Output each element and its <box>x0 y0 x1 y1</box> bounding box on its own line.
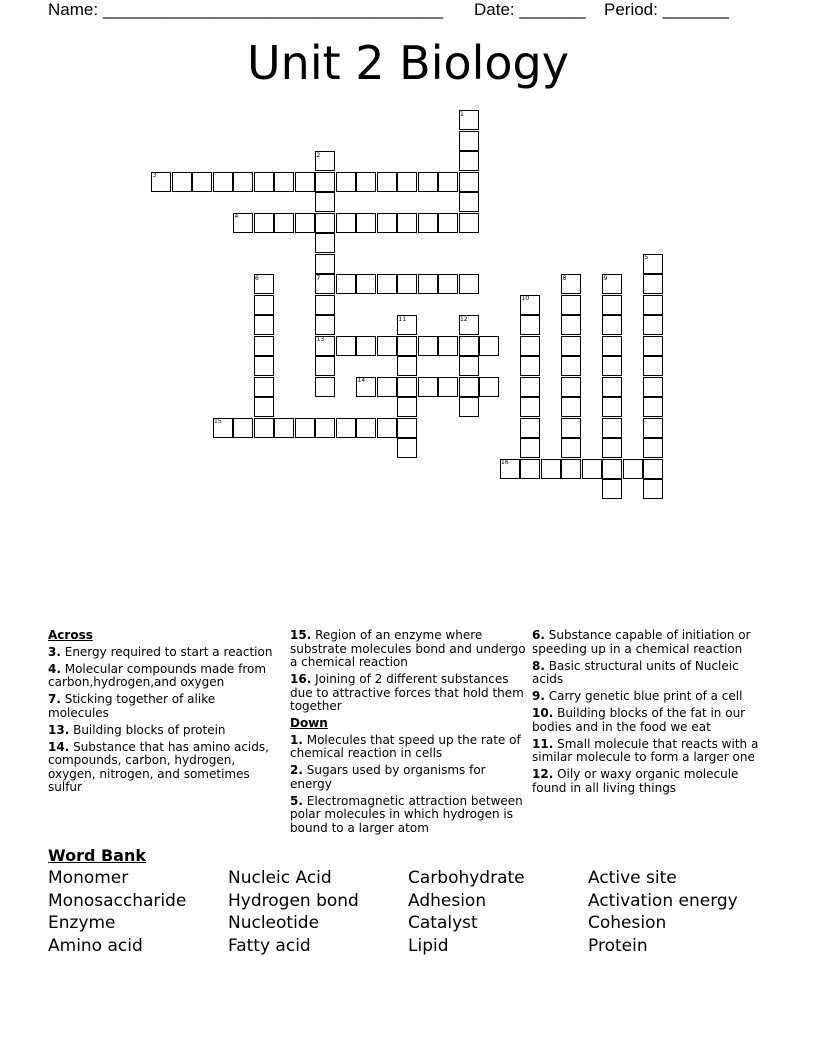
crossword-cell[interactable] <box>377 213 397 233</box>
clue-number-label: 2 <box>316 151 321 159</box>
crossword-cell[interactable] <box>397 172 417 192</box>
clue-number: 1. <box>290 732 303 747</box>
crossword-cell[interactable] <box>315 233 335 253</box>
clue-text: Substance that has amino acids, compounds, carbon, hydrogen, oxygen, nitrogen, and sometimes sulfur <box>48 739 269 794</box>
crossword-cell[interactable] <box>459 151 479 171</box>
crossword-cell[interactable] <box>397 274 417 294</box>
clue-number: 6. <box>532 628 545 642</box>
crossword-cell[interactable] <box>295 418 315 438</box>
crossword-cell[interactable] <box>274 213 294 233</box>
crossword-cell[interactable] <box>520 356 540 376</box>
crossword-cell[interactable] <box>438 377 458 397</box>
crossword-cell[interactable] <box>582 459 602 479</box>
clue-item <box>48 741 276 795</box>
clue-number: 2. <box>290 763 303 777</box>
crossword-cell[interactable] <box>418 377 438 397</box>
crossword-cell[interactable] <box>643 274 663 294</box>
crossword-cell[interactable] <box>643 397 663 417</box>
crossword-cell[interactable] <box>254 356 274 376</box>
period-field[interactable]: Period: _______ <box>604 0 729 19</box>
clue-number: 7. <box>48 692 61 706</box>
clue-number: 9. <box>532 689 545 703</box>
word-bank-item: Lipid <box>408 936 449 956</box>
clue-text: Energy required to start a reaction <box>60 644 273 659</box>
crossword-cell[interactable] <box>192 172 212 192</box>
clue-number-label: 10 <box>521 295 530 302</box>
crossword-cell[interactable] <box>561 315 581 335</box>
crossword-cell[interactable] <box>643 377 663 397</box>
clue-number-label: 8 <box>562 274 567 282</box>
crossword-cell[interactable] <box>459 172 479 192</box>
crossword-cell[interactable] <box>520 397 540 417</box>
clue-number-label: 14 <box>357 377 366 384</box>
clue-number: 11. <box>532 736 554 751</box>
crossword-cell[interactable] <box>295 213 315 233</box>
clue-number-label: 13 <box>316 336 325 343</box>
crossword-cell[interactable] <box>520 418 540 438</box>
clue-text: Molecules that speed up the rate of chemical reaction in cells <box>290 732 521 760</box>
crossword-cell[interactable] <box>561 418 581 438</box>
clue-number-label: 5 <box>644 254 649 261</box>
crossword-cell[interactable] <box>643 356 663 376</box>
clue-section-heading: Across <box>48 628 93 642</box>
crossword-cell[interactable] <box>602 295 622 315</box>
clue-number: 8. <box>532 658 545 673</box>
clue-number-label: 9 <box>603 274 608 282</box>
crossword-cell[interactable] <box>356 336 376 356</box>
clue-text: Building blocks of the fat in our bodies and in the food we eat <box>532 706 746 734</box>
crossword-cell[interactable] <box>315 213 335 233</box>
crossword-cell[interactable] <box>336 336 356 356</box>
crossword-cell[interactable] <box>602 418 622 438</box>
word-bank-item: Protein <box>588 936 648 956</box>
clue-number-label: 15 <box>214 418 222 425</box>
crossword-cell[interactable] <box>459 377 479 397</box>
crossword-cell[interactable] <box>315 172 335 192</box>
clue-item <box>532 690 760 704</box>
crossword-cell[interactable] <box>561 377 581 397</box>
crossword-cell[interactable] <box>397 213 417 233</box>
word-bank-item: Monomer <box>48 868 129 888</box>
crossword-cell[interactable] <box>377 172 397 192</box>
clue-number-label: 1 <box>460 110 464 118</box>
clue-text: Basic structural units of Nucleic acids <box>532 658 739 686</box>
crossword-cell[interactable] <box>643 418 663 438</box>
crossword-cell[interactable] <box>520 459 540 479</box>
crossword-cell[interactable] <box>377 336 397 356</box>
clue-item <box>290 795 526 836</box>
crossword-cell[interactable] <box>336 213 356 233</box>
crossword-cell[interactable] <box>315 295 335 315</box>
clue-text: Electromagnetic attraction between polar molecules in which hydrogen is bound to a larger atom <box>290 793 523 835</box>
crossword-cell[interactable] <box>459 131 479 151</box>
clue-text: Region of an enzyme where substrate molecules bond and undergo a chemical reaction <box>290 628 526 669</box>
crossword-cell[interactable] <box>602 356 622 376</box>
word-bank-item: Catalyst <box>408 913 478 933</box>
clue-item <box>48 693 276 720</box>
crossword-cell[interactable] <box>356 172 376 192</box>
crossword-cell[interactable] <box>397 397 417 417</box>
crossword-cell[interactable] <box>397 418 417 438</box>
crossword-cell[interactable] <box>459 356 479 376</box>
crossword-cell[interactable] <box>459 397 479 417</box>
crossword-cell[interactable] <box>254 397 274 417</box>
crossword-cell[interactable] <box>459 336 479 356</box>
crossword-cell[interactable] <box>418 336 438 356</box>
crossword-cell[interactable] <box>315 254 335 274</box>
clue-number: 3. <box>48 644 61 659</box>
crossword-cell[interactable] <box>623 459 643 479</box>
crossword-cell[interactable] <box>602 438 622 458</box>
crossword-cell[interactable] <box>315 418 335 438</box>
clue-text: Molecular compounds made from carbon,hydrogen,and oxygen <box>48 661 267 689</box>
crossword-cell[interactable] <box>254 377 274 397</box>
clue-number-label: 3 <box>152 172 157 179</box>
crossword-cell[interactable] <box>356 418 376 438</box>
crossword-cell[interactable] <box>254 213 274 233</box>
crossword-cell[interactable] <box>602 397 622 417</box>
clue-number-label: 11 <box>398 315 407 323</box>
clue-column-2 <box>290 629 526 839</box>
crossword-cell[interactable] <box>520 315 540 335</box>
crossword-cell[interactable] <box>315 192 335 212</box>
crossword-cell[interactable] <box>520 438 540 458</box>
word-bank-item: Enzyme <box>48 913 116 933</box>
crossword-cell[interactable] <box>254 315 274 335</box>
clue-item <box>48 646 276 660</box>
crossword-cell[interactable] <box>295 172 315 192</box>
clue-item <box>532 660 760 687</box>
clue-number-label: 7 <box>316 274 321 282</box>
clue-text: Oily or waxy organic molecule found in all living things <box>532 767 739 795</box>
clue-item <box>532 768 760 795</box>
crossword-cell[interactable] <box>479 336 499 356</box>
crossword-cell[interactable] <box>459 192 479 212</box>
crossword-cell[interactable] <box>643 479 663 499</box>
word-bank-item: Hydrogen bond <box>228 891 359 911</box>
crossword-cell[interactable] <box>459 213 479 233</box>
word-bank-item: Amino acid <box>48 936 143 956</box>
clue-number-label: 12 <box>460 315 468 323</box>
crossword-cell[interactable] <box>418 213 438 233</box>
crossword-cell[interactable] <box>602 479 622 499</box>
clue-column-3 <box>532 629 760 799</box>
crossword-cell[interactable] <box>643 438 663 458</box>
crossword-cell[interactable] <box>315 315 335 335</box>
clue-item <box>290 673 526 714</box>
crossword-cell[interactable] <box>438 172 458 192</box>
crossword-cell[interactable] <box>336 418 356 438</box>
clue-text: Small molecule that reacts with a similar molecule to form a larger one <box>532 736 759 764</box>
crossword-cell[interactable] <box>541 459 561 479</box>
crossword-cell[interactable] <box>274 418 294 438</box>
clue-text: Sticking together of alike molecules <box>48 692 216 720</box>
clue-column-1 <box>48 629 276 798</box>
clue-number: 5. <box>290 793 303 808</box>
word-bank-item: Adhesion <box>408 891 487 911</box>
clue-text: Carry genetic blue print of a cell <box>544 689 743 703</box>
crossword-cell[interactable] <box>377 274 397 294</box>
clue-item <box>532 707 760 734</box>
crossword-cell[interactable] <box>397 356 417 376</box>
clue-item <box>532 738 760 765</box>
crossword-cell[interactable] <box>602 459 622 479</box>
crossword-cell[interactable] <box>377 377 397 397</box>
crossword-cell[interactable] <box>356 274 376 294</box>
clue-section-heading: Down <box>290 716 328 730</box>
clue-text: Sugars used by organisms for energy <box>290 763 486 791</box>
clue-item <box>290 764 526 791</box>
crossword-cell[interactable] <box>438 336 458 356</box>
crossword-cell[interactable] <box>561 356 581 376</box>
clue-text: Substance capable of initiation or speeding up in a chemical reaction <box>532 628 751 656</box>
clue-number: 15. <box>290 628 312 642</box>
crossword-cell[interactable] <box>254 172 274 192</box>
clue-item <box>290 734 526 761</box>
clue-number: 16. <box>290 672 312 686</box>
crossword-cell[interactable] <box>643 295 663 315</box>
crossword-cell[interactable] <box>561 459 581 479</box>
crossword-cell[interactable] <box>274 172 294 192</box>
word-bank-item: Cohesion <box>588 913 667 933</box>
crossword-cell[interactable] <box>561 295 581 315</box>
crossword-cell[interactable] <box>438 274 458 294</box>
crossword-cell[interactable] <box>254 295 274 315</box>
word-bank-title: Word Bank <box>48 846 147 865</box>
word-bank-item: Nucleotide <box>228 913 320 933</box>
crossword-cell[interactable] <box>315 356 335 376</box>
word-bank-item: Activation energy <box>588 891 738 911</box>
clue-number: 10. <box>532 706 554 720</box>
crossword-cell[interactable] <box>602 336 622 356</box>
clue-number-label: 16 <box>501 459 509 466</box>
clue-text: Joining of 2 different substances due to attractive forces that hold them together <box>290 672 524 713</box>
clue-number-label: 4 <box>234 213 239 220</box>
clue-number: 14. <box>48 739 70 754</box>
clue-item <box>48 724 276 738</box>
name-field[interactable]: Name: ____________________________________ <box>48 0 444 19</box>
crossword-cell[interactable] <box>643 315 663 335</box>
clue-number-label: 6 <box>255 274 259 282</box>
crossword-cell[interactable] <box>459 274 479 294</box>
crossword-cell[interactable] <box>520 336 540 356</box>
crossword-cell[interactable] <box>336 274 356 294</box>
clue-item <box>290 629 526 670</box>
clue-number: 12. <box>532 767 554 781</box>
crossword-cell[interactable] <box>377 418 397 438</box>
crossword-cell[interactable] <box>643 459 663 479</box>
clue-item <box>532 629 760 656</box>
page-title: Unit 2 Biology <box>247 36 569 90</box>
crossword-cell[interactable] <box>520 377 540 397</box>
crossword-cell[interactable] <box>315 377 335 397</box>
crossword-cell[interactable] <box>643 336 663 356</box>
crossword-cell[interactable] <box>233 418 253 438</box>
word-bank-item: Active site <box>588 868 677 888</box>
crossword-cell[interactable] <box>418 274 438 294</box>
clue-item <box>48 663 276 690</box>
clue-number: 4. <box>48 661 61 676</box>
word-bank-item: Monosaccharide <box>48 891 187 911</box>
crossword-cell[interactable] <box>254 418 274 438</box>
crossword-cell[interactable] <box>479 377 499 397</box>
crossword-cell[interactable] <box>356 213 376 233</box>
word-bank-item: Nucleic Acid <box>228 868 332 888</box>
crossword-cell[interactable] <box>561 438 581 458</box>
crossword-grid <box>0 0 816 520</box>
crossword-cell[interactable] <box>213 172 233 192</box>
word-bank-item: Carbohydrate <box>408 868 525 888</box>
crossword-cell[interactable] <box>233 172 253 192</box>
crossword-cell[interactable] <box>438 213 458 233</box>
crossword-cell[interactable] <box>397 377 417 397</box>
date-field[interactable]: Date: _______ <box>474 0 586 19</box>
word-bank-item: Fatty acid <box>228 936 311 956</box>
crossword-cell[interactable] <box>336 172 356 192</box>
crossword-cell[interactable] <box>561 336 581 356</box>
crossword-cell[interactable] <box>397 336 417 356</box>
crossword-cell[interactable] <box>602 377 622 397</box>
crossword-cell[interactable] <box>397 438 417 458</box>
crossword-cell[interactable] <box>602 315 622 335</box>
clue-number: 13. <box>48 722 70 737</box>
crossword-cell[interactable] <box>561 397 581 417</box>
crossword-cell[interactable] <box>172 172 192 192</box>
clue-text: Building blocks of protein <box>69 722 226 737</box>
crossword-cell[interactable] <box>254 336 274 356</box>
crossword-cell[interactable] <box>418 172 438 192</box>
